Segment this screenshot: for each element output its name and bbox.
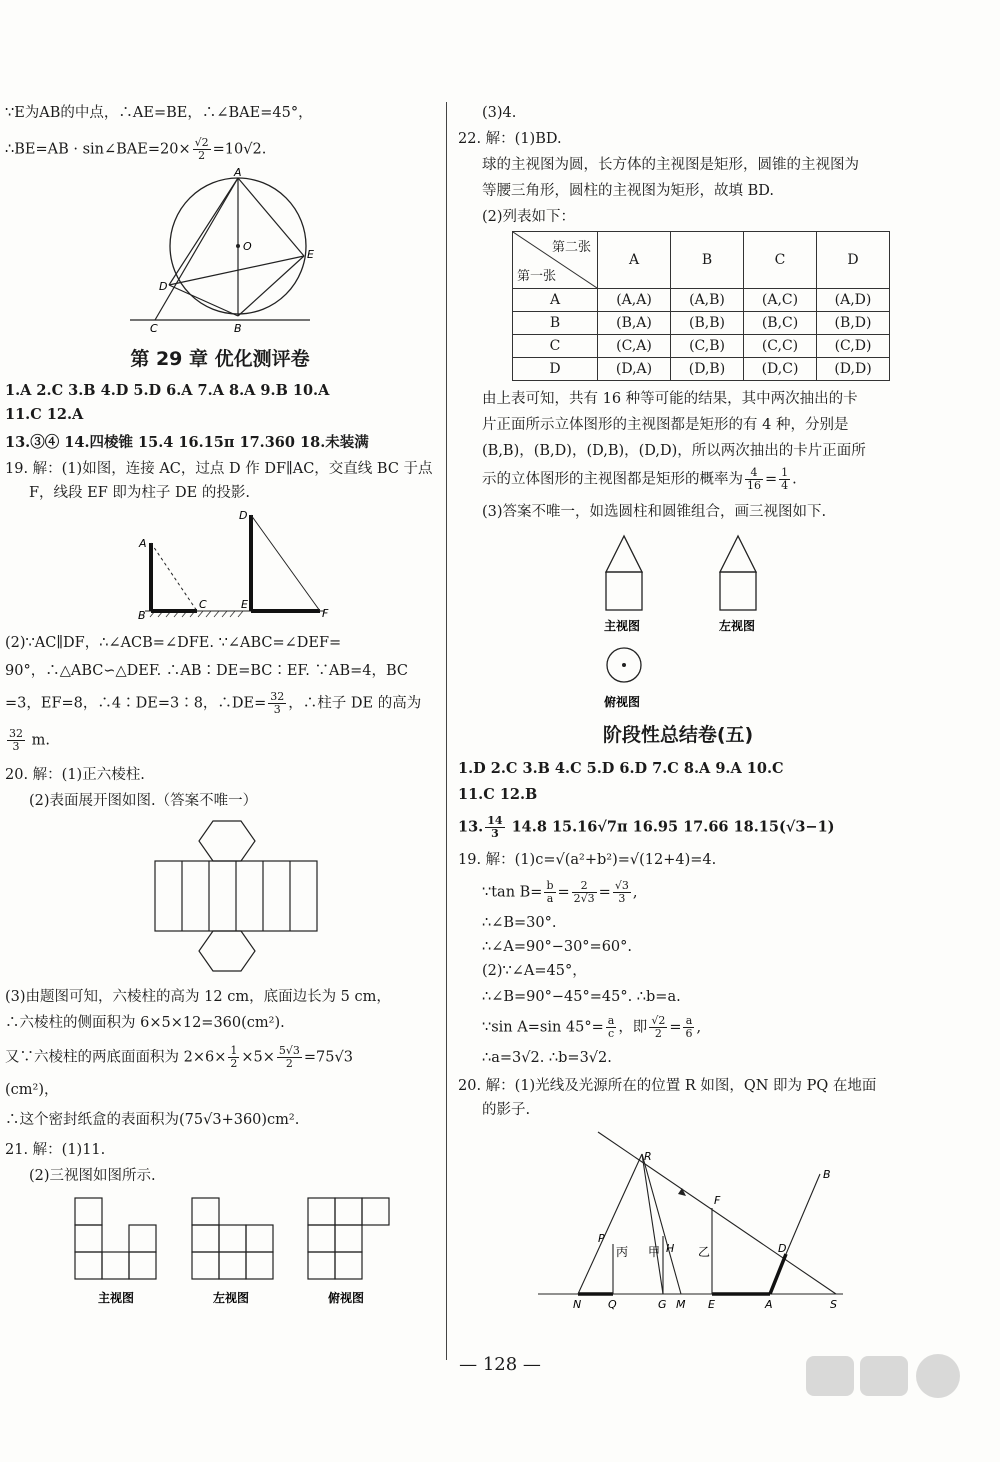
table-cell: (C,C) [744, 335, 817, 358]
label-D: D [239, 509, 248, 522]
column-header: A [598, 232, 671, 289]
view-label: 主视图 [98, 1291, 135, 1305]
label-B: B [138, 609, 146, 622]
text-line: (3)4. [482, 105, 517, 121]
text: ∵sin A=sin 45°= [482, 1019, 604, 1036]
numerator: 32 [270, 690, 285, 703]
label-F: F [714, 1194, 721, 1207]
text-line [5, 728, 435, 753]
label-Q: Q [608, 1298, 617, 1311]
view-label: 左视图 [213, 1291, 250, 1305]
light-source-figure [458, 1124, 898, 1314]
table-cell: (D,A) [598, 358, 671, 381]
table-cell: (D,D) [817, 358, 890, 381]
label-E: E [241, 598, 248, 611]
numerator: √2 [194, 136, 209, 149]
view-label: 俯视图 [604, 695, 641, 709]
denominator: 2√3 [573, 892, 595, 905]
text-line: 示的立体图形的主视图都是矩形的概率为 $\frac{4}{16}$ = $\frac{1}{4}$ . [482, 466, 797, 492]
right-column [458, 95, 898, 1314]
label-H: H [666, 1242, 675, 1255]
row-header: D [513, 358, 598, 381]
text-line: (2)∵∠A=45°， [482, 963, 587, 979]
circle-figure [5, 168, 435, 336]
denominator: 2 [285, 1057, 293, 1070]
denominator: 2 [654, 1027, 662, 1040]
row-header: C [513, 335, 598, 358]
fraction [7, 728, 25, 753]
text: 14.8 15.16√7π 16.95 17.66 18.15(√3−1) [506, 818, 835, 836]
corner-bottom-label: 第一张 [517, 269, 557, 284]
denominator: c [607, 1027, 615, 1040]
text-line: (2)列表如下： [482, 209, 576, 225]
fraction [745, 467, 763, 492]
answers-line: 11.C 12.B [458, 786, 538, 803]
text: ∴BE=AB · sin∠BAE=20× [5, 141, 191, 158]
fraction [649, 1015, 667, 1040]
text-line: (3)答案不唯一，如选圆柱和圆锥组合，画三视图如下. [482, 504, 827, 520]
table-cell: (B,B) [671, 312, 744, 335]
text-line: ∴∠A=90°−30°=60°. [482, 939, 633, 955]
fraction [544, 880, 555, 905]
denominator: 3 [618, 892, 626, 905]
label-B: B [823, 1168, 831, 1181]
text-line: 20. 解：(1)正六棱柱. [5, 767, 145, 783]
numerator: b [546, 879, 554, 892]
chapter-title: 第 29 章 优化测评卷 [130, 348, 310, 370]
table-cell: (C,D) [817, 335, 890, 358]
label-D: D [778, 1242, 787, 1255]
numerator: 2 [572, 880, 597, 893]
denominator: 3 [273, 703, 281, 716]
text: m. [27, 732, 50, 749]
label-yi: 乙 [698, 1245, 711, 1259]
text-line: 等腰三角形，圆柱的主视图为矩形，故填 BD. [482, 183, 774, 199]
text-line: 20. 解：(1)光线及光源所在的位置 R 如图，QN 即为 PQ 在地面 [458, 1078, 877, 1094]
answers-line: 1.A 2.C 3.B 4.D 5.D 6.A 7.A 8.A 9.B 10.A [5, 382, 330, 399]
label-A: A [765, 1298, 773, 1311]
text-line: 21. 解：(1)11. [5, 1142, 106, 1158]
text-line: 的影子. [482, 1102, 531, 1118]
table-cell: (A,B) [671, 289, 744, 312]
left-column [5, 95, 435, 1318]
numerator: 1 [781, 466, 789, 479]
table-row [513, 358, 890, 381]
denominator: 4 [781, 479, 789, 492]
text: 示的立体图形的主视图都是矩形的概率为 [482, 471, 743, 488]
text-line: (2)表面展开图如图.（答案不唯一） [29, 793, 258, 809]
table-cell: (A,A) [598, 289, 671, 312]
fraction [193, 137, 211, 162]
label-P: P [598, 1232, 605, 1245]
fraction [485, 815, 504, 840]
text-line: (cm²)， [5, 1082, 59, 1098]
answers-line [458, 815, 898, 840]
label-D: D [159, 280, 168, 293]
text: ，即 [618, 1019, 648, 1036]
shadow-figure [5, 507, 435, 627]
table-cell: (B,D) [817, 312, 890, 335]
column-header: D [817, 232, 890, 289]
text-line: ∴这个密封纸盒的表面积为(75√3+360)cm². [5, 1112, 300, 1128]
table-cell: (C,A) [598, 335, 671, 358]
text: =3，EF=8，∴4∶DE=3∶8，∴DE= [5, 695, 267, 712]
label-bing: 丙 [616, 1245, 629, 1259]
label-C: C [150, 322, 158, 335]
label-C: C [199, 598, 207, 611]
text-line: 90°，∴△ABC∽△DEF. ∴AB∶DE=BC∶EF. ∵AB=4，BC [5, 663, 409, 679]
numerator: 32 [9, 727, 23, 740]
fraction [228, 1045, 239, 1070]
label-A: A [139, 537, 147, 550]
fraction [779, 467, 790, 492]
text-line: (2)三视图如图所示. [29, 1168, 156, 1184]
denominator: a [546, 892, 554, 905]
numerator: √3 [614, 879, 629, 892]
text-line: ∴∠B=30°. [482, 915, 557, 931]
table-cell: (C,B) [671, 335, 744, 358]
text-line: 由上表可知，共有 16 种等可能的结果，其中两次抽出的卡 [482, 391, 858, 407]
text-line: (B,B)，(B,D)，(D,B)，(D,D)，所以两次抽出的卡片正面所 [482, 443, 866, 459]
text-line: 片正面所示立体图形的主视图都是矩形的有 4 种，分别是 [482, 417, 849, 433]
table-row [513, 312, 890, 335]
text-line: ∵tan B= $\frac{b}{a}$ = $\frac{2}{2√3}$ = $\frac{√3}{3}$ , [482, 879, 638, 905]
text: ×5× [241, 1049, 275, 1066]
fraction [277, 1045, 302, 1070]
denominator: 3 [12, 740, 20, 753]
cone-cylinder-views [458, 524, 898, 712]
view-label: 主视图 [604, 619, 641, 633]
section-title: 阶段性总结卷(五) [602, 724, 754, 746]
fraction [572, 880, 597, 905]
numerator: a [683, 1015, 694, 1028]
denominator: 2 [198, 149, 206, 162]
denominator: 16 [747, 479, 761, 492]
label-R: R [644, 1150, 652, 1163]
text: =10√2. [212, 141, 267, 158]
label-A: A [234, 168, 242, 179]
label-E: E [307, 248, 314, 261]
text-line: 19. 解：(1)如图，连接 AC，过点 D 作 DF∥AC，交直线 BC 于点 [5, 461, 433, 477]
text-line: (3)由题图可知，六棱柱的高为 12 cm，底面边长为 5 cm， [5, 989, 391, 1005]
column-divider [446, 102, 447, 1360]
label-B: B [234, 322, 242, 335]
text: =75√3 [303, 1049, 353, 1066]
fraction [613, 880, 631, 905]
denominator: 6 [685, 1027, 693, 1040]
table-cell: (A,C) [744, 289, 817, 312]
numerator: √2 [651, 1014, 666, 1027]
outcome-table [512, 231, 890, 381]
denominator: 3 [491, 827, 499, 840]
text-line: ∵sin A=sin 45°= $\frac{a}{c}$ ，即 $\frac{√2}{2}$ = $\frac{a}{6}$ , [482, 1014, 702, 1040]
fraction [606, 1015, 617, 1040]
denominator: 2 [230, 1057, 238, 1070]
page-number: — 128 — [459, 1354, 541, 1375]
three-views-figure [5, 1190, 435, 1318]
table-cell: (B,C) [744, 312, 817, 335]
text: ∵tan B= [482, 884, 543, 901]
text-line [5, 1045, 435, 1070]
label-jia: 甲 [648, 1245, 661, 1259]
text-line: ∴a=3√2. ∴b=3√2. [482, 1050, 612, 1066]
label-G: G [658, 1298, 667, 1311]
corner-top-label: 第二张 [551, 240, 591, 255]
text-line: ∴∠B=90°−45°=45°. ∴b=a. [482, 989, 681, 1005]
table-cell: (A,D) [817, 289, 890, 312]
numerator: 5√3 [278, 1044, 300, 1057]
row-header: A [513, 289, 598, 312]
label-O: O [243, 240, 252, 253]
row-header: B [513, 312, 598, 335]
text-line [5, 137, 435, 162]
numerator: a [607, 1014, 615, 1027]
text-line [5, 691, 435, 716]
view-label: 俯视图 [328, 1291, 365, 1305]
label-M: M [676, 1298, 686, 1311]
numerator: 1 [230, 1044, 238, 1057]
text-line: ∵E为AB的中点，∴AE=BE，∴∠BAE=45°， [5, 105, 313, 121]
numerator: 4 [745, 467, 763, 480]
label-F: F [322, 607, 329, 620]
text-line: 球的主视图为圆，长方体的主视图是矩形，圆锥的主视图为 [482, 157, 859, 173]
answers-line: 11.C 12.A [5, 406, 84, 423]
text-line: ∴六棱柱的侧面积为 6×5×12=360(cm²). [5, 1015, 285, 1031]
fraction [268, 691, 286, 716]
watermark-logo [800, 1350, 970, 1450]
column-header: C [744, 232, 817, 289]
label-E: E [708, 1298, 715, 1311]
label-S: S [830, 1298, 837, 1311]
answers-line: 1.D 2.C 3.B 4.C 5.D 6.D 7.C 8.A 9.A 10.C [458, 760, 784, 777]
label-N: N [573, 1298, 582, 1311]
text-line: (2)∵AC∥DF，∴∠ACB=∠DFE. ∵∠ABC=∠DEF= [5, 635, 342, 651]
text: ，∴柱子 DE 的高为 [288, 695, 422, 712]
text-line: 22. 解：(1)BD. [458, 131, 562, 147]
table-cell: (D,B) [671, 358, 744, 381]
hexagonal-prism-net [5, 815, 435, 981]
view-label: 左视图 [719, 619, 756, 633]
answers-line: 13.③④ 14.四棱锥 15.4 16.15π 17.360 18.未装满 [5, 434, 369, 451]
text-line: F，线段 EF 即为柱子 DE 的投影. [29, 485, 250, 501]
text: 13. [458, 818, 484, 836]
numerator: 14 [487, 814, 503, 827]
column-header: B [671, 232, 744, 289]
table-row [513, 289, 890, 312]
table-row [513, 335, 890, 358]
table-cell: (D,C) [744, 358, 817, 381]
text-line: 19. 解：(1)c=√(a²+b²)=√(12+4)=4. [458, 852, 717, 868]
fraction [683, 1015, 694, 1040]
table-cell: (B,A) [598, 312, 671, 335]
table-corner [513, 232, 598, 289]
text: 又∵六棱柱的两底面面积为 2×6× [5, 1049, 227, 1066]
